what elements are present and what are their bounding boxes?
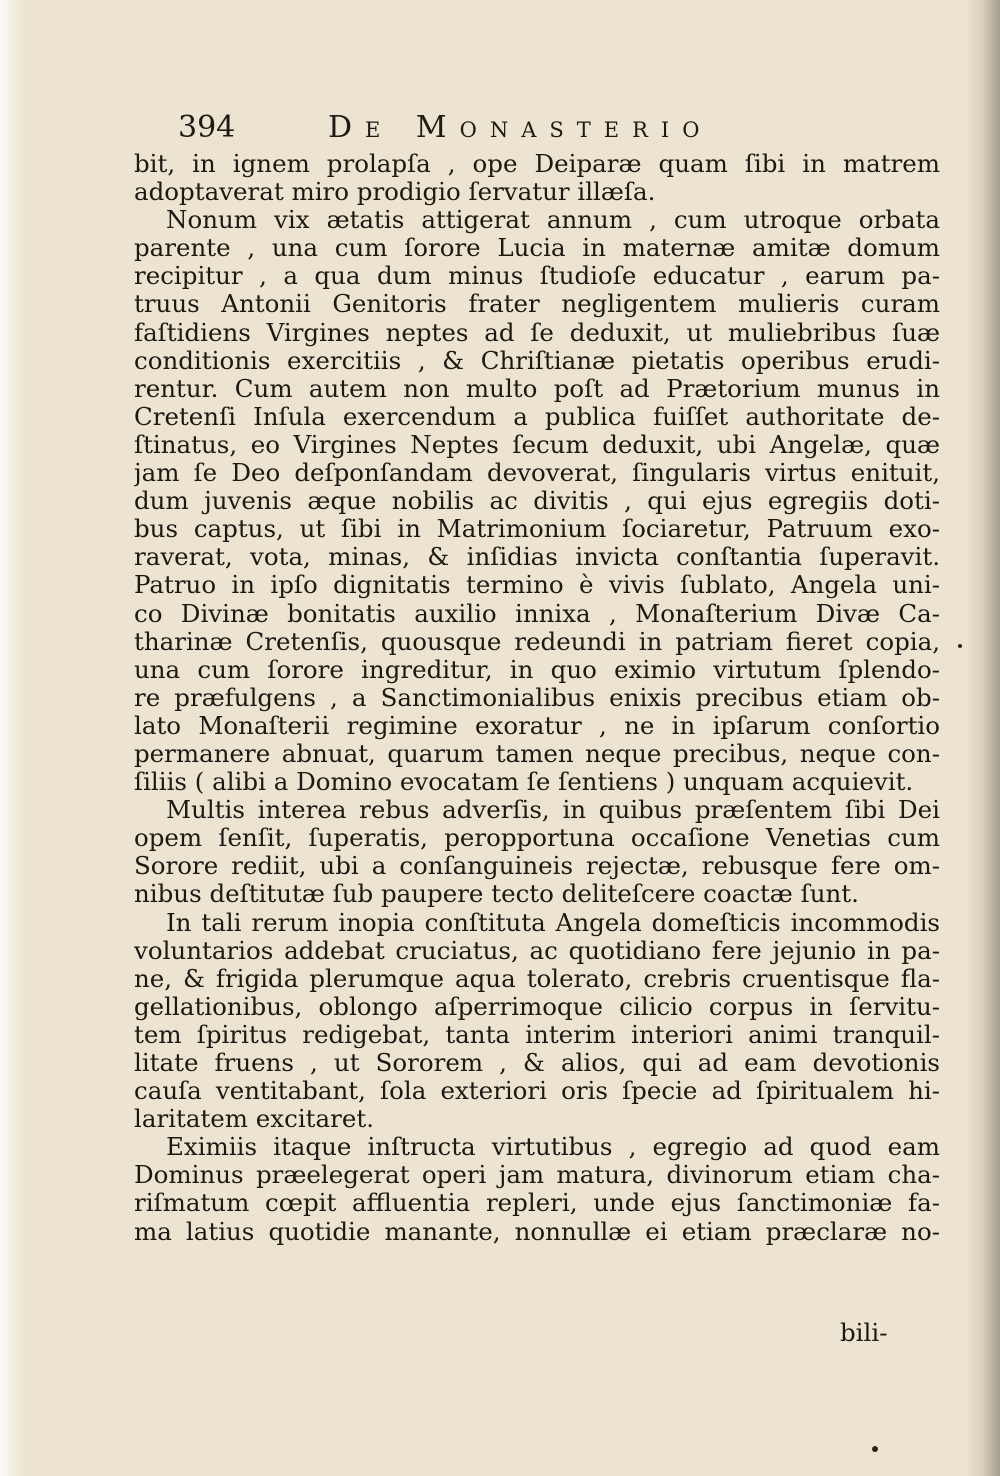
text-line: dum juvenis æque nobilis ac divitis , qui ejus egregiis doti- [134,487,940,516]
text-line: lato Monaſterii regimine exoratur , ne in ipſarum conſortio [134,711,940,740]
text-line: una cum ſorore ingreditur, in quo eximio virtutum ſplendo- [134,655,940,684]
text-line: Dominus præelegerat operi jam matura, divinorum etiam cha- [134,1161,940,1190]
paragraph [134,150,940,206]
text-line: tem ſpiritus redigebat, tanta interim interiori animi tranquil- [134,1020,940,1049]
text-line: nibus deſtitutæ ſub paupere tecto deliteſcere coactæ ſunt. [134,880,859,909]
text-line: jam ſe Deo deſponſandam devoverat, ſingularis virtus enituit, [134,459,940,488]
paragraph [134,1133,940,1245]
text-line: re præfulgens , a Sanctimonialibus enixis precibus etiam ob- [134,683,940,712]
text-line: litate fruens , ut Sororem , & alios, qui ad eam devotionis [134,1049,940,1077]
body-text [134,150,940,1360]
text-line: opem ſenſit, ſuperatis, peropportuna occaſione Venetias cum [134,824,940,853]
paragraph [134,206,940,796]
text-line: Cretenſi Inſula exercendum a publica fuiſſet authoritate de- [134,402,940,431]
text-line: Nonum vix ætatis attigerat annum , cum utroque orbata [166,206,940,235]
text-line: tharinæ Cretenſis, quousque redeundi in patriam fieret copia, [134,627,940,656]
text-line: gellationibus, oblongo aſperrimoque cilicio corpus in ſervitu- [134,992,940,1021]
text-line: adoptaverat miro prodigio ſervatur illæſa. [134,178,656,207]
text-line: rentur. Cum autem non multo poſt ad Prætorium munus in [134,374,940,403]
text-line: ſtinatus, eo Virgines Neptes ſecum deduxit, ubi Angelæ, quæ [134,430,940,459]
ink-speck [958,644,962,648]
text-line: Sorore rediit, ubi a conſanguineis rejectæ, rebusque fere om- [134,852,940,881]
text-line: bit, in ignem prolapſa , ope Deiparæ quam ſibi in matrem [134,150,940,178]
text-line: cauſa ventitabant, ſola exteriori oris ſpecie ad ſpiritualem hi- [134,1077,940,1106]
text-line: In tali rerum inopia conſtituta Angela domeſticis incommodis [166,908,940,937]
text-line: recipitur , a qua dum minus ſtudioſe educatur , earum pa- [134,262,940,291]
text-line: voluntarios addebat cruciatus, ac quotidiano fere jejunio in pa- [134,936,940,965]
text-line: laritatem excitaret. [134,1105,374,1134]
ink-speck [872,1446,878,1452]
text-line: truus Antonii Genitoris frater negligentem mulieris curam [134,290,940,319]
page-gutter-shadow [966,0,1000,1476]
text-line: Multis interea rebus adverſis, in quibus præſentem ſibi Dei [166,796,940,825]
text-line: ne, & frigida plerumque aqua tolerato, crebris cruentisque fla- [134,964,940,993]
text-line: conditionis exercitiis , & Chriſtianæ pietatis operibus erudi- [134,346,940,375]
catchword: bili- [840,1318,888,1347]
paragraph [134,909,940,1134]
text-line: ma latius quotidie manante, nonnullæ ei etiam præclaræ no- [134,1217,940,1246]
page-header [178,108,778,148]
running-title: De Monasterio [328,110,713,145]
text-line: riſmatum cœpit affluentia repleri, unde ejus ſanctimoniæ fa- [134,1189,940,1218]
text-line: ſiliis ( alibi a Domino evocatam ſe ſentiens ) unquam acquievit. [134,768,914,797]
paragraph [134,796,940,908]
text-line: Eximiis itaque inſtructa virtutibus , egregio ad quod eam [166,1133,940,1162]
text-line: Patruo in ipſo dignitatis termino è vivis ſublato, Angela uni- [134,571,940,600]
page-number: 394 [178,110,236,145]
text-line: faſtidiens Virgines neptes ad ſe deduxit, ut muliebribus ſuæ [134,318,940,347]
text-line: parente , una cum ſorore Lucia in maternæ amitæ domum [134,234,940,263]
page-left-margin [0,0,26,1476]
text-line: raverat, vota, minas, & inſidias invicta conſtantia ſuperavit. [134,543,940,572]
text-line: permanere abnuat, quarum tamen neque precibus, neque con- [134,739,940,768]
text-line: bus captus, ut ſibi in Matrimonium ſociaretur, Patruum exo- [134,515,940,544]
text-line: co Divinæ bonitatis auxilio innixa , Monaſterium Divæ Ca- [134,599,940,628]
